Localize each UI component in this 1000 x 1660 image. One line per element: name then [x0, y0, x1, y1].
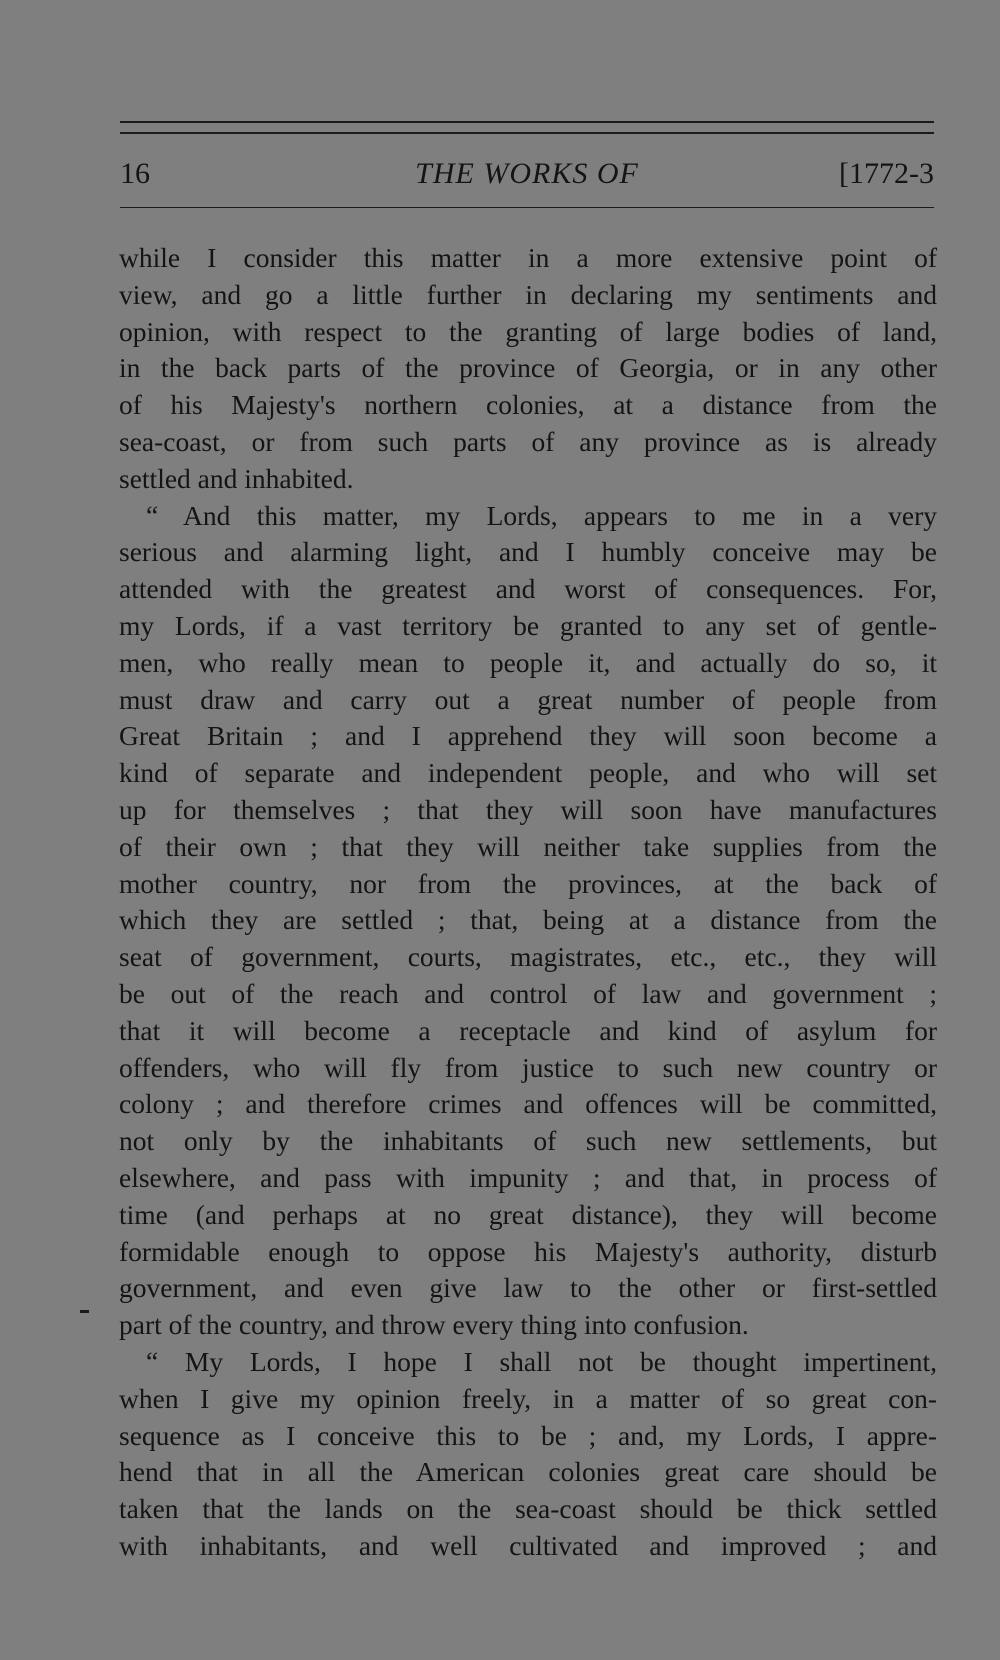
- text-line: must draw and carry out a great number of people from: [119, 683, 937, 715]
- text-line: opinion, with respect to the granting of large bodies of land,: [119, 315, 937, 347]
- text-line: colony ; and therefore crimes and offences will be committed,: [119, 1088, 937, 1120]
- page-number: 16: [120, 157, 150, 190]
- margin-dash-mark: [80, 1310, 89, 1313]
- text-line: seat of government, courts, magistrates, etc., etc., they will: [119, 941, 937, 973]
- text-line: while I consider this matter in a more extensive point of: [119, 242, 937, 273]
- text-line: be out of the reach and control of law and government ;: [119, 977, 937, 1009]
- text-line: in the back parts of the province of Georgia, or in any other: [119, 352, 937, 384]
- text-line: not only by the inhabitants of such new settlements, but: [119, 1125, 937, 1157]
- text-line: view, and go a little further in declaring my sentiments and: [119, 278, 937, 310]
- text-line: sequence as I conceive this to be ; and, my Lords, I appre-: [119, 1419, 937, 1451]
- text-line: of his Majesty's northern colonies, at a distance from the: [119, 389, 937, 421]
- text-line: formidable enough to oppose his Majesty's authority, disturb: [119, 1235, 937, 1267]
- text-line: time (and perhaps at no great distance), they will become: [119, 1198, 937, 1230]
- text-line: offenders, who will fly from justice to such new country or: [119, 1051, 937, 1083]
- text-line: mother country, nor from the provinces, at the back of: [119, 867, 937, 899]
- text-line: my Lords, if a vast territory be granted to any set of gentle-: [119, 609, 937, 641]
- text-line: with inhabitants, and well cultivated and improved ; and: [119, 1529, 937, 1561]
- header-double-rule-top: [120, 121, 934, 123]
- paragraph-start-line: “ My Lords, I hope I shall not be thought impertinent,: [146, 1345, 937, 1377]
- header-underline: [120, 207, 934, 208]
- running-title: THE WORKS OF: [415, 157, 639, 190]
- date-range: [1772-3: [839, 157, 934, 190]
- text-line: up for themselves ; that they will soon have manufactures: [119, 793, 937, 825]
- header-double-rule-bottom: [120, 132, 934, 134]
- running-head: [120, 156, 934, 192]
- text-line: kind of separate and independent people, and who will set: [119, 757, 937, 789]
- text-line: sea-coast, or from such parts of any province as is already: [119, 425, 937, 457]
- paragraph-start-line: “ And this matter, my Lords, appears to me in a very: [146, 499, 937, 531]
- text-line: of their own ; that they will neither take supplies from the: [119, 830, 937, 862]
- text-line: settled and inhabited.: [119, 462, 354, 494]
- text-line: Great Britain ; and I apprehend they will soon become a: [119, 720, 937, 752]
- text-line: elsewhere, and pass with impunity ; and that, in process of: [119, 1161, 937, 1193]
- body-text: [119, 240, 937, 1565]
- text-line: attended with the greatest and worst of consequences. For,: [119, 573, 937, 605]
- text-line: men, who really mean to people it, and actually do so, it: [119, 646, 937, 678]
- text-line: that it will become a receptacle and kind of asylum for: [119, 1014, 937, 1046]
- text-line: hend that in all the American colonies great care should be: [119, 1456, 937, 1488]
- text-line: part of the country, and throw every thing into confusion.: [119, 1309, 749, 1341]
- text-line: which they are settled ; that, being at a distance from the: [119, 904, 937, 936]
- text-line: serious and alarming light, and I humbly conceive may be: [119, 536, 937, 568]
- text-line: taken that the lands on the sea-coast should be thick settled: [119, 1493, 937, 1525]
- text-line: government, and even give law to the other or first-settled: [119, 1272, 937, 1304]
- text-line: when I give my opinion freely, in a matter of so great con-: [119, 1382, 937, 1414]
